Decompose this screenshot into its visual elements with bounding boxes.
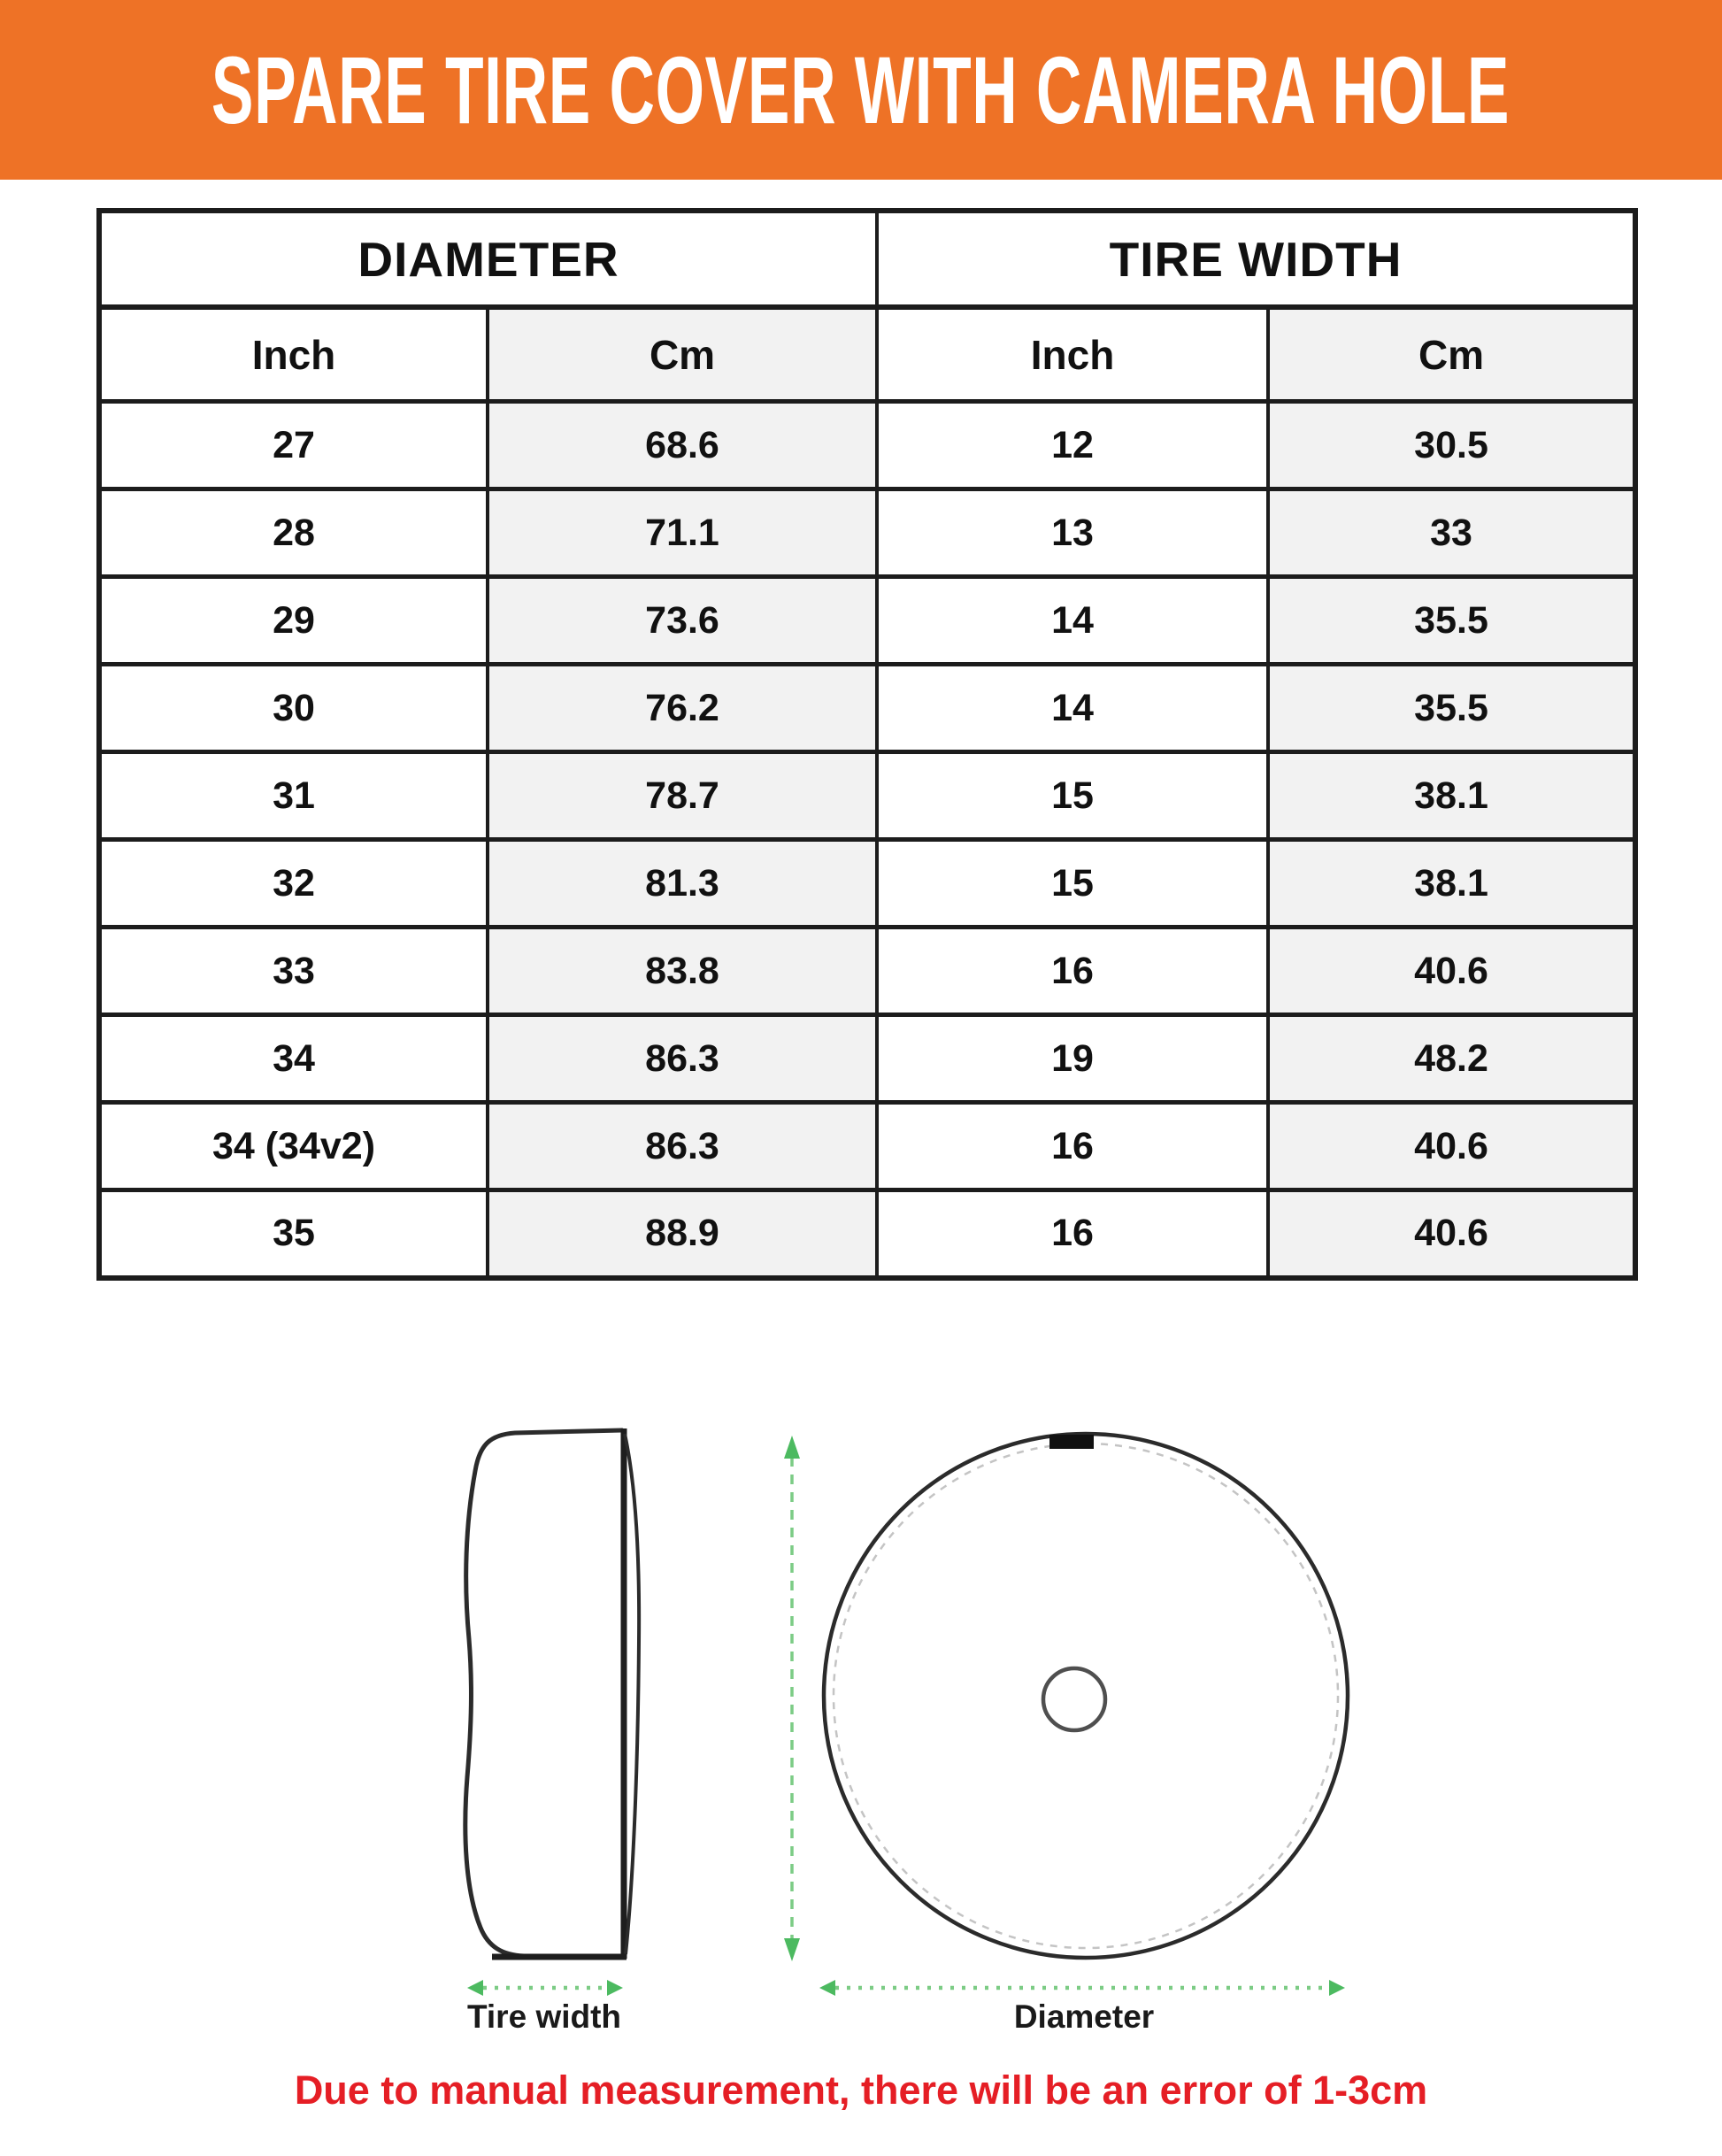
arrowhead-left [467, 1980, 483, 1996]
table-row [99, 1190, 1635, 1278]
table-cell: 30.5 [1268, 402, 1635, 489]
table-cell: 19 [877, 1015, 1268, 1103]
top-marker-rect [1049, 1435, 1094, 1449]
col-group-diameter: DIAMETER [99, 211, 877, 307]
col-header-width-cm: Cm [1268, 307, 1635, 402]
table-row [99, 928, 1635, 1015]
table-cell: 32 [99, 840, 488, 928]
col-header-width-inch: Inch [877, 307, 1268, 402]
col-header-diameter-inch: Inch [99, 307, 488, 402]
table-cell: 40.6 [1268, 928, 1635, 1015]
table-row [99, 1103, 1635, 1190]
table-cell: 35 [99, 1190, 488, 1278]
table-cell: 16 [877, 928, 1268, 1015]
table-cell: 30 [99, 665, 488, 752]
diameter-measure-arrow [819, 1980, 1345, 1996]
table-cell: 71.1 [488, 489, 877, 577]
table-cell: 78.7 [488, 752, 877, 840]
size-table [96, 208, 1638, 1281]
table-row [99, 577, 1635, 665]
table-cell: 15 [877, 752, 1268, 840]
table-cell: 29 [99, 577, 488, 665]
col-header-diameter-cm: Cm [488, 307, 877, 402]
measurement-note: Due to manual measurement, there will be an error of 1-3cm [294, 2067, 1428, 2113]
table-cell: 13 [877, 489, 1268, 577]
table-row [99, 840, 1635, 928]
table-row [99, 752, 1635, 840]
diameter-label: Diameter [1013, 1998, 1155, 2035]
tire-width-measure-arrow [467, 1980, 623, 1996]
table-cell: 40.6 [1268, 1190, 1635, 1278]
table-cell: 81.3 [488, 840, 877, 928]
table-cell: 35.5 [1268, 665, 1635, 752]
table-row [99, 402, 1635, 489]
table-cell: 27 [99, 402, 488, 489]
table-group-header-row [99, 211, 1635, 307]
table-cell: 16 [877, 1190, 1268, 1278]
table-cell: 76.2 [488, 665, 877, 752]
table-cell: 73.6 [488, 577, 877, 665]
table-cell: 14 [877, 577, 1268, 665]
table-cell: 40.6 [1268, 1103, 1635, 1190]
table-cell: 34 (34v2) [99, 1103, 488, 1190]
table-cell: 14 [877, 665, 1268, 752]
table-cell: 28 [99, 489, 488, 577]
arrowhead-right [1329, 1980, 1345, 1996]
table-cell: 16 [877, 1103, 1268, 1190]
tire-front-view [824, 1434, 1348, 1958]
table-cell: 86.3 [488, 1015, 877, 1103]
size-table-body [99, 402, 1635, 1278]
vertical-measure-arrow [784, 1436, 800, 1961]
table-cell: 38.1 [1268, 752, 1635, 840]
table-cell: 15 [877, 840, 1268, 928]
size-chart [96, 208, 1633, 1281]
arrowhead-up [784, 1436, 800, 1459]
table-cell: 83.8 [488, 928, 877, 1015]
table-cell: 38.1 [1268, 840, 1635, 928]
table-cell: 31 [99, 752, 488, 840]
table-cell: 68.6 [488, 402, 877, 489]
tire-side-view [465, 1428, 639, 1959]
tire-width-label: Tire width [466, 1998, 622, 2035]
tire-side-outline [465, 1430, 622, 1957]
table-cell: 88.9 [488, 1190, 877, 1278]
arrowhead-right [607, 1980, 623, 1996]
arrowhead-left [819, 1980, 835, 1996]
header-banner [0, 0, 1722, 180]
table-cell: 34 [99, 1015, 488, 1103]
table-cell: 33 [99, 928, 488, 1015]
table-cell: 48.2 [1268, 1015, 1635, 1103]
col-group-tire-width: TIRE WIDTH [877, 211, 1635, 307]
table-cell: 86.3 [488, 1103, 877, 1190]
table-row [99, 489, 1635, 577]
table-cell: 33 [1268, 489, 1635, 577]
table-unit-header-row [99, 307, 1635, 402]
table-row [99, 665, 1635, 752]
arrowhead-down [784, 1938, 800, 1961]
camera-hole [1043, 1668, 1105, 1730]
size-diagram [0, 1398, 1722, 2071]
page-title: SPARE TIRE COVER WITH CAMERA HOLE [211, 36, 1511, 143]
table-cell: 35.5 [1268, 577, 1635, 665]
table-row [99, 1015, 1635, 1103]
table-cell: 12 [877, 402, 1268, 489]
